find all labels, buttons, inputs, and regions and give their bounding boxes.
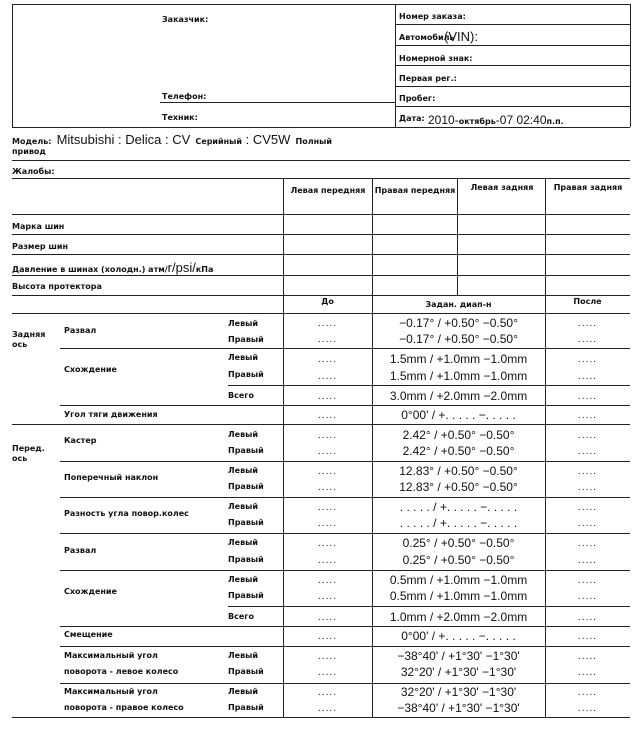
toe-diff-right-before: ..... — [317, 519, 338, 529]
caster-left-after: ..... — [577, 431, 598, 441]
front-camber-left-label: Левый — [228, 538, 258, 547]
max-turn-right-label-1: Максимальный угол — [64, 687, 158, 696]
max-turn-left-right-label: Правый — [228, 667, 264, 676]
rear-toe-right-after: ..... — [577, 372, 598, 382]
setback-after: ..... — [577, 632, 598, 642]
front-camber-right-before: ..... — [317, 556, 338, 566]
front-toe-left-spec: 0.5mm / +1.0mm −1.0mm — [389, 573, 528, 587]
tire-row-brand: Марка шин — [12, 222, 65, 231]
sai-label: Поперечный наклон — [64, 473, 159, 482]
order-number-label: Номер заказа: — [399, 12, 466, 21]
date-label: Дата: — [399, 114, 425, 123]
mileage-label: Пробег: — [399, 94, 436, 103]
rear-camber-right-spec: −0.17° / +0.50° −0.50° — [399, 332, 518, 346]
rear-camber-left-spec: −0.17° / +0.50° −0.50° — [399, 316, 518, 330]
complaints-label: Жалобы: — [12, 167, 55, 176]
front-toe-total-spec: 1.0mm / +2.0mm −2.0mm — [389, 610, 528, 624]
front-camber-right-spec: 0.25° / +0.50° −0.50° — [402, 553, 515, 567]
rear-axle-label: Задняя ось — [12, 330, 46, 350]
front-toe-total-label: Всего — [228, 612, 254, 621]
thrust-angle-after: ..... — [577, 411, 598, 421]
rear-camber-label: Развал — [64, 326, 97, 335]
rear-camber-left-label: Левый — [228, 319, 258, 328]
sai-right-after: ..... — [577, 483, 598, 493]
front-toe-left-after: ..... — [577, 576, 598, 586]
max-turn-left-left-label: Левый — [228, 651, 258, 660]
max-turn-left-left-after: ..... — [577, 652, 598, 662]
caster-right-after: ..... — [577, 447, 598, 457]
max-turn-right-left-label: Левый — [228, 687, 258, 696]
rear-camber-left-before: ..... — [317, 319, 338, 329]
caster-left-label: Левый — [228, 430, 258, 439]
front-toe-label: Схождение — [64, 587, 117, 596]
rear-camber-left-after: ..... — [577, 319, 598, 329]
max-turn-right-right-before: ..... — [317, 704, 338, 714]
max-turn-right-left-before: ..... — [317, 688, 338, 698]
caster-right-spec: 2.42° / +0.50° −0.50° — [402, 444, 515, 458]
model-drive-line2: привод — [12, 147, 46, 156]
rear-camber-right-after: ..... — [577, 335, 598, 345]
col-spec-range: Задан. диап-н — [425, 300, 492, 309]
date-value: 2010-октябрь-07 02:40п.п. — [428, 113, 564, 127]
tire-header-rear-right: Правая задняя — [553, 183, 623, 192]
setback-before: ..... — [317, 632, 338, 642]
phone-label: Телефон: — [162, 92, 207, 101]
rear-camber-right-label: Правый — [228, 335, 264, 344]
toe-diff-left-before: ..... — [317, 503, 338, 513]
rear-toe-left-before: ..... — [317, 355, 338, 365]
max-turn-right-left-after: ..... — [577, 688, 598, 698]
sai-right-spec: 12.83° / +0.50° −0.50° — [399, 480, 518, 494]
setback-label: Смещение — [64, 630, 113, 639]
thrust-angle-label: Угол тяги движения — [64, 410, 158, 419]
sai-left-before: ..... — [317, 467, 338, 477]
toe-diff-left-label: Левый — [228, 502, 258, 511]
max-turn-right-right-after: ..... — [577, 704, 598, 714]
caster-right-label: Правый — [228, 446, 264, 455]
tire-header-front-left: Левая передняя — [290, 186, 366, 195]
caster-left-spec: 2.42° / +0.50° −0.50° — [402, 428, 515, 442]
rear-toe-right-label: Правый — [228, 370, 264, 379]
vin-label: (VIN): — [444, 29, 478, 44]
tire-row-pressure: Давление в шинах (холодн.) атм/r/psi/кПа — [12, 260, 214, 275]
front-toe-right-after: ..... — [577, 592, 598, 602]
col-before: До — [321, 297, 334, 306]
max-turn-left-label-1: Максимальный угол — [64, 651, 158, 660]
front-toe-total-after: ..... — [577, 613, 598, 623]
sai-right-label: Правый — [228, 482, 264, 491]
plate-label: Номерной знак: — [399, 54, 473, 63]
technician-label: Техник: — [162, 113, 198, 122]
max-turn-right-right-label: Правый — [228, 703, 264, 712]
rear-toe-right-spec: 1.5mm / +1.0mm −1.0mm — [389, 369, 528, 383]
front-toe-right-spec: 0.5mm / +1.0mm −1.0mm — [389, 589, 528, 603]
sai-right-before: ..... — [317, 483, 338, 493]
thrust-angle-before: ..... — [317, 411, 338, 421]
customer-label: Заказчик: — [162, 15, 209, 24]
front-camber-left-spec: 0.25° / +0.50° −0.50° — [402, 536, 515, 550]
rear-toe-total-before: ..... — [317, 392, 338, 402]
toe-diff-right-after: ..... — [577, 519, 598, 529]
model-line: Модель: Mitsubishi : Delica : CV Серийный : CV5W Полный — [12, 132, 332, 147]
first-reg-label: Первая рег.: — [399, 74, 457, 83]
front-toe-total-before: ..... — [317, 613, 338, 623]
tire-header-front-right: Правая передняя — [374, 186, 456, 195]
caster-label: Кастер — [64, 436, 97, 445]
front-camber-left-before: ..... — [317, 539, 338, 549]
toe-diff-right-spec: . . . . . / +. . . . . −. . . . . — [399, 516, 518, 530]
tire-row-tread: Высота протектора — [12, 282, 102, 291]
front-camber-left-after: ..... — [577, 539, 598, 549]
rear-toe-right-before: ..... — [317, 372, 338, 382]
max-turn-left-left-before: ..... — [317, 652, 338, 662]
max-turn-left-label-2: поворота - левое колесо — [64, 667, 179, 676]
front-toe-right-label: Правый — [228, 591, 264, 600]
toe-diff-left-after: ..... — [577, 503, 598, 513]
rear-camber-right-before: ..... — [317, 335, 338, 345]
front-camber-label: Развал — [64, 546, 97, 555]
max-turn-right-label-2: поворота - правое колесо — [64, 703, 184, 712]
max-turn-left-right-after: ..... — [577, 668, 598, 678]
front-toe-right-before: ..... — [317, 592, 338, 602]
rear-toe-total-label: Всего — [228, 391, 254, 400]
caster-left-before: ..... — [317, 431, 338, 441]
rear-toe-label: Схождение — [64, 365, 117, 374]
rear-toe-left-after: ..... — [577, 355, 598, 365]
rear-toe-total-after: ..... — [577, 392, 598, 402]
max-turn-left-left-spec: −38°40' / +1°30' −1°30' — [397, 649, 520, 663]
max-turn-right-right-spec: −38°40' / +1°30' −1°30' — [397, 701, 520, 715]
toe-diff-left-spec: . . . . . / +. . . . . −. . . . . — [399, 500, 518, 514]
tire-header-rear-left: Левая задняя — [470, 183, 534, 192]
toe-diff-right-label: Правый — [228, 518, 264, 527]
sai-left-label: Левый — [228, 466, 258, 475]
toe-diff-label: Разность угла повор.колес — [64, 509, 189, 518]
col-after: После — [573, 297, 602, 306]
front-toe-left-before: ..... — [317, 576, 338, 586]
max-turn-left-right-spec: 32°20' / +1°30' −1°30' — [400, 665, 517, 679]
setback-spec: 0°00' / +. . . . . −. . . . . — [401, 629, 516, 643]
front-camber-right-after: ..... — [577, 556, 598, 566]
rear-toe-left-spec: 1.5mm / +1.0mm −1.0mm — [389, 352, 528, 366]
front-camber-right-label: Правый — [228, 555, 264, 564]
sai-left-spec: 12.83° / +0.50° −0.50° — [399, 464, 518, 478]
front-toe-left-label: Левый — [228, 575, 258, 584]
caster-right-before: ..... — [317, 447, 338, 457]
tire-row-size: Размер шин — [12, 242, 69, 251]
thrust-angle-spec: 0°00' / +. . . . . −. . . . . — [401, 408, 516, 422]
vehicle-label: Автомобиль — [399, 33, 455, 42]
max-turn-right-left-spec: 32°20' / +1°30' −1°30' — [400, 685, 517, 699]
max-turn-left-right-before: ..... — [317, 668, 338, 678]
rear-toe-left-label: Левый — [228, 353, 258, 362]
front-axle-label: Перед. ось — [12, 444, 45, 464]
sai-left-after: ..... — [577, 467, 598, 477]
rear-toe-total-spec: 3.0mm / +2.0mm −2.0mm — [389, 389, 528, 403]
